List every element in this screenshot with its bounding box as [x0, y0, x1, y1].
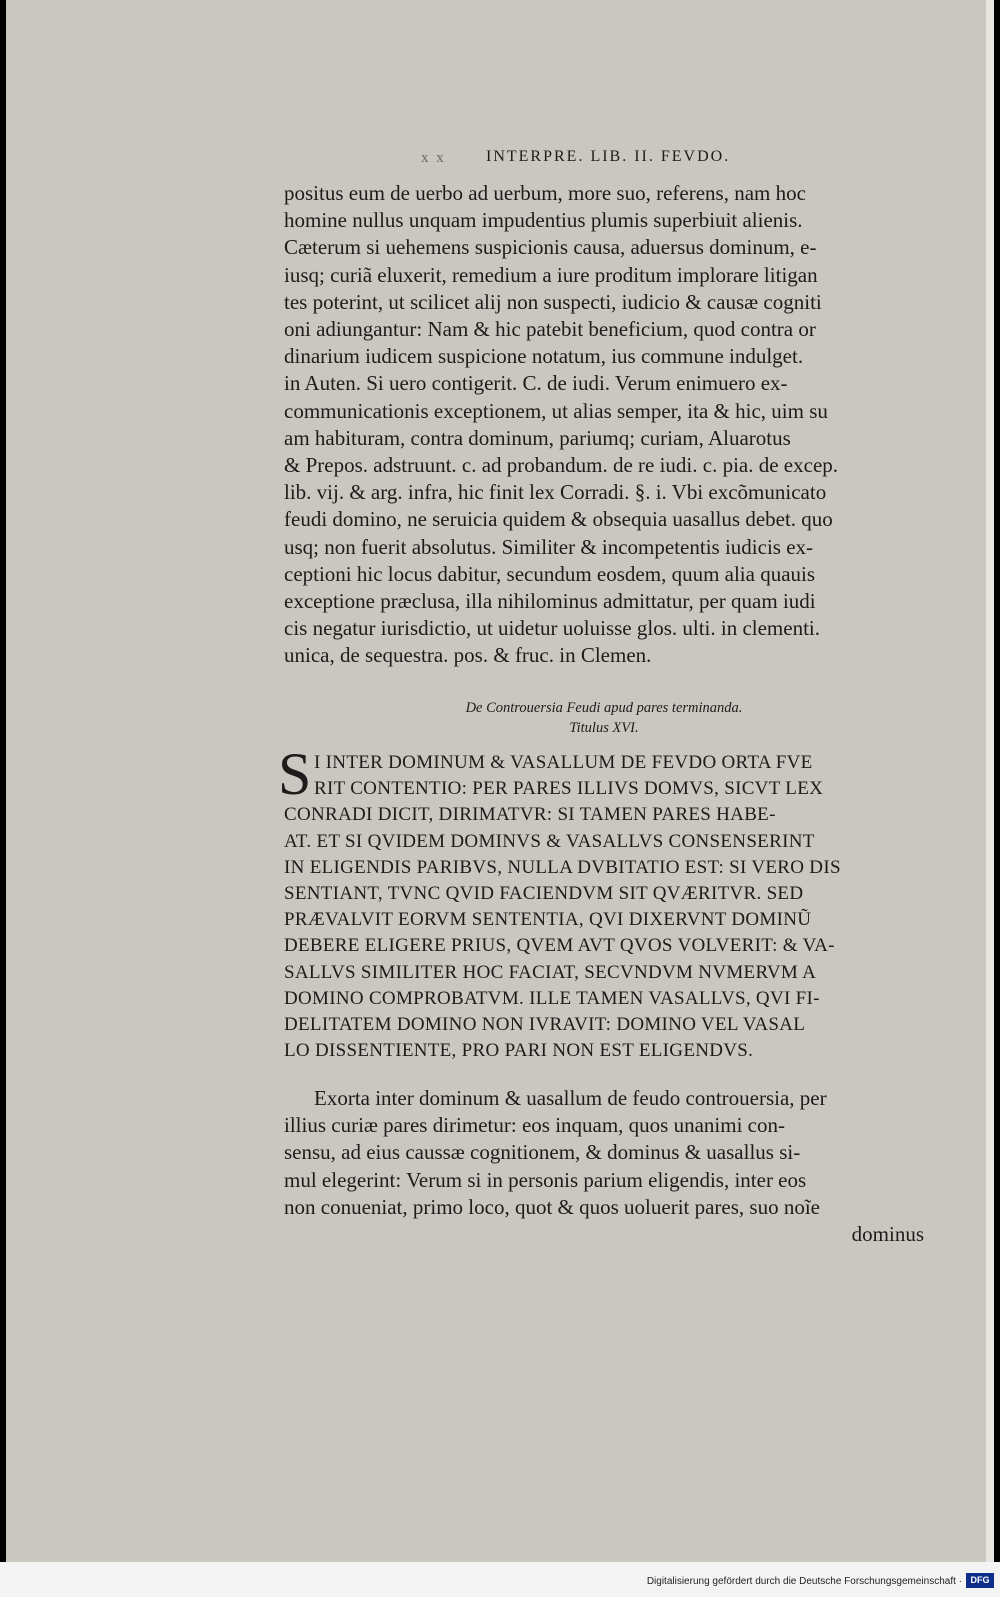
text-line: homine nullus unquam impudentius plumis superbiuit alienis.	[284, 208, 803, 233]
dfg-logo-icon: DFG	[966, 1573, 994, 1588]
header-mark: x x	[421, 150, 446, 166]
text-line: non conueniat, primo loco, quot & quos uoluerit pares, suo noĩe	[284, 1194, 820, 1219]
text-line: sensu, ad eius caussæ cognitionem, & dominus & uasallus si-	[284, 1140, 801, 1165]
text-line: mul elegerint: Verum si in personis parium eligendis, inter eos	[284, 1167, 807, 1192]
text-line: ceptioni hic locus dabitur, secundum eosdem, quum alia quauis	[284, 561, 816, 586]
text-line: feudi domino, ne seruicia quidem & obsequia uasallus debet. quo	[284, 507, 833, 532]
law-line: SENTIANT, TVNC QVID FACIENDVM SIT QVÆRITVR. SED	[284, 883, 804, 905]
text-line: am habituram, contra dominum, pariumq; curiam, Aluarotus	[284, 425, 791, 450]
law-text	[278, 741, 924, 1064]
text-line: oni adiungantur: Nam & hic patebit beneficium, quod contra or	[284, 317, 816, 342]
law-line: AT. ET SI QVIDEM DOMINVS & VASALLVS CONSENSERINT	[284, 830, 815, 852]
law-line: DEBERE ELIGERE PRIUS, QVEM AVT QVOS VOLVERIT: & VA-	[284, 935, 835, 957]
text-line: positus eum de uerbo ad uerbum, more suo, referens, nam hoc	[284, 181, 806, 205]
text-line: illius curiæ pares dirimetur: eos inquam, quos unanimi con-	[284, 1113, 785, 1138]
text-line: cis negatur iurisdictio, ut uidetur uoluisse glos. ulti. in clementi.	[284, 616, 821, 641]
scanned-page	[6, 0, 994, 1562]
text-line: unica, de sequestra. pos. & fruc. in Clemen.	[284, 643, 652, 668]
law-line: CONRADI DICIT, DIRIMATVR: SI TAMEN PARES HABE-	[284, 804, 776, 826]
text-line: lib. vij. & arg. infra, hic finit lex Corradi. §. i. Vbi excõmunicato	[284, 480, 827, 505]
page-edge	[986, 0, 994, 1562]
text-line: Cæterum si uehemens suspicionis causa, aduersus dominum, e-	[284, 235, 817, 260]
text-line: communicationis exceptionem, ut alias semper, ita & hic, uim su	[284, 398, 828, 423]
footer-bar	[0, 1562, 1000, 1597]
funding-notice: Digitalisierung gefördert durch die Deutsche Forschungsgemeinschaft ·	[646, 1576, 962, 1587]
text-line: tes poterint, ut scilicet alij non suspecti, iudicio & causæ cogniti	[284, 289, 822, 314]
text-line: iusq; curiã eluxerit, remedium a iure proditum implorare litigan	[284, 262, 818, 287]
law-line: LO DISSENTIENTE, PRO PARI NON EST ELIGENDVS.	[284, 1040, 754, 1062]
law-line: SALLVS SIMILITER HOC FACIAT, SECVNDVM NVMERVM A	[284, 961, 817, 983]
text-line: exceptione præclusa, illa nihilominus admittatur, per quam iudi	[284, 589, 816, 614]
law-line: DELITATEM DOMINO NON IVRAVIT: DOMINO VEL VASAL	[284, 1014, 806, 1036]
body-text-bottom	[284, 1085, 924, 1248]
drop-cap: S	[278, 741, 312, 807]
text-line: & Prepos. adstruunt. c. ad probandum. de re iudi. c. pia. de excep.	[284, 453, 839, 478]
text-line: Exorta inter dominum & uasallum de feudo controuersia, per	[314, 1086, 827, 1110]
section-title: De Controuersia Feudi apud pares terminanda.	[465, 700, 743, 716]
body-text-top	[284, 180, 924, 670]
section-number: Titulus XVI.	[569, 720, 639, 736]
catchword: dominus	[851, 1222, 924, 1247]
law-line: DOMINO COMPROBATVM. ILLE TAMEN VASALLVS, QVI FI-	[284, 987, 820, 1009]
law-line: IN ELIGENDIS PARIBVS, NULLA DVBITATIO EST: SI VERO DIS	[284, 856, 841, 878]
running-head: INTERPRE. LIB. II. FEVDO.	[486, 148, 731, 165]
law-line: PRÆVALVIT EORVM SENTENTIA, QVI DIXERVNT DOMINŨ	[284, 909, 812, 931]
text-line: dinarium iudicem suspicione notatum, ius commune indulget.	[284, 344, 804, 369]
text-line: usq; non fuerit absolutus. Similiter & incompetentis iudicis ex-	[284, 534, 814, 559]
text-line: in Auten. Si uero contigerit. C. de iudi. Verum enimuero ex-	[284, 371, 788, 396]
law-line: RIT CONTENTIO: PER PARES ILLIVS DOMVS, SICVT LEX	[314, 778, 824, 800]
law-line: I INTER DOMINUM & VASALLUM DE FEVDO ORTA FVE	[314, 752, 813, 773]
